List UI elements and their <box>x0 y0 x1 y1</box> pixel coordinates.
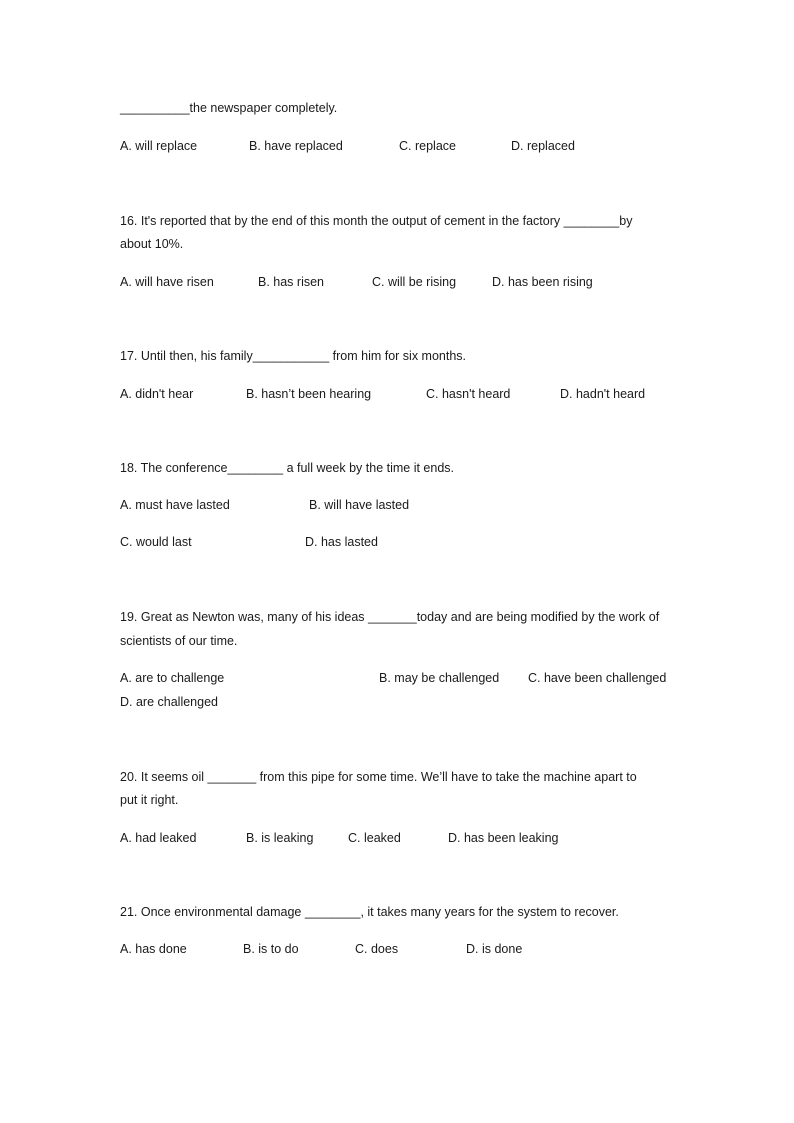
question-18-stem: 18. The conference________ a full week by the time it ends. <box>120 461 455 475</box>
question-18-option-a: A. must have lasted <box>120 498 230 512</box>
question-17-option-c: C. hasn't heard <box>426 387 511 401</box>
question-21-option-d: D. is done <box>466 942 523 956</box>
question-21-option-b: B. is to do <box>243 942 299 956</box>
question-16-stem-line-1: 16. It's reported that by the end of this month the output of cement in the factory ________by <box>120 214 633 228</box>
question-20-option-b: B. is leaking <box>246 831 314 845</box>
question-18-option-c: C. would last <box>120 535 192 549</box>
question-21-option-a: A. has done <box>120 942 187 956</box>
question-17-option-a: A. didn't hear <box>120 387 194 401</box>
question-19-stem-line-1: 19. Great as Newton was, many of his ideas _______today and are being modified by the work of <box>120 610 660 624</box>
question-16-option-a: A. will have risen <box>120 275 214 289</box>
question-16-option-b: B. has risen <box>258 275 325 289</box>
question-21-stem: 21. Once environmental damage ________, it takes many years for the system to recover. <box>120 905 619 919</box>
question-19-stem-line-2: scientists of our time. <box>120 634 238 648</box>
question-17-option-d: D. hadn't heard <box>560 387 646 401</box>
question-19-option-c: C. have been challenged <box>528 671 667 685</box>
question-19-option-d: D. are challenged <box>120 695 218 709</box>
question-16-stem-line-2: about 10%. <box>120 237 184 251</box>
question-16-option-d: D. has been rising <box>492 275 593 289</box>
question-20-stem-line-2: put it right. <box>120 793 179 807</box>
question-15-stem: __________the newspaper completely. <box>120 101 338 115</box>
question-21-option-c: C. does <box>355 942 399 956</box>
question-18-option-d: D. has lasted <box>305 535 378 549</box>
question-16-option-c: C. will be rising <box>372 275 457 289</box>
question-20-option-c: C. leaked <box>348 831 401 845</box>
question-20-option-a: A. had leaked <box>120 831 197 845</box>
question-15-option-c: C. replace <box>399 139 456 153</box>
question-17-option-b: B. hasn’t been hearing <box>246 387 372 401</box>
question-19-option-b: B. may be challenged <box>379 671 500 685</box>
question-18-option-b: B. will have lasted <box>309 498 410 512</box>
question-15-option-d: D. replaced <box>511 139 575 153</box>
question-20-option-d: D. has been leaking <box>448 831 559 845</box>
question-15-option-b: B. have replaced <box>249 139 343 153</box>
question-19-option-a: A. are to challenge <box>120 671 225 685</box>
question-15-option-a: A. will replace <box>120 139 198 153</box>
question-17-stem: 17. Until then, his family___________ from him for six months. <box>120 349 467 363</box>
question-20-stem-line-1: 20. It seems oil _______ from this pipe for some time. We’ll have to take the machine apart to <box>120 770 637 784</box>
